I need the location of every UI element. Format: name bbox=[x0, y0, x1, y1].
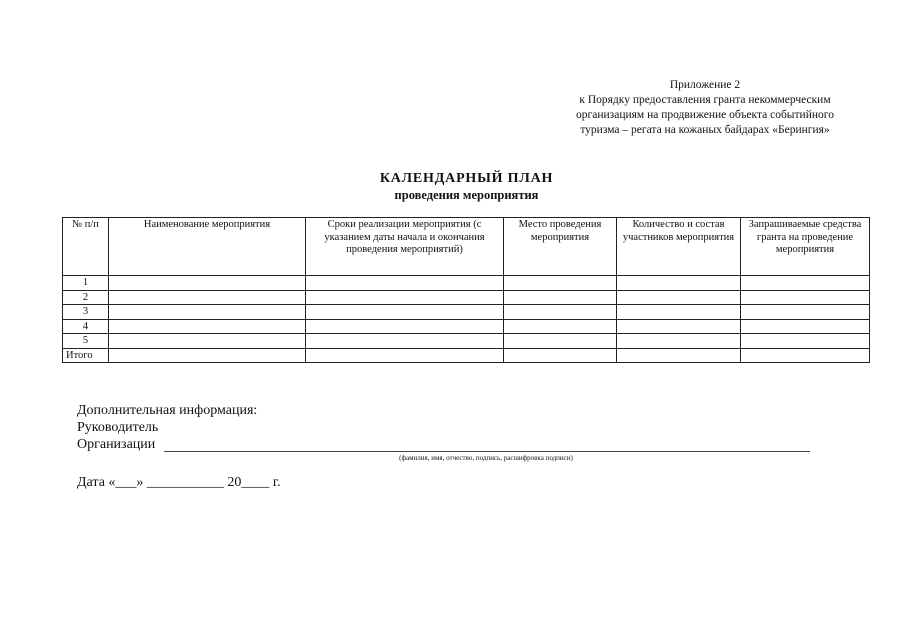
document-title: КАЛЕНДАРНЫЙ ПЛАН bbox=[379, 171, 554, 186]
document-subtitle: проведения мероприятия bbox=[394, 188, 539, 202]
participants-cell[interactable] bbox=[617, 348, 741, 363]
grant-funds-cell[interactable] bbox=[741, 334, 870, 349]
dates-cell[interactable] bbox=[306, 305, 504, 320]
appendix-line: к Порядку предоставления гранта некоммерческим bbox=[579, 94, 831, 106]
participants-cell[interactable] bbox=[617, 290, 741, 305]
header-location: Место проведения мероприятия bbox=[504, 218, 617, 276]
event-name-cell[interactable] bbox=[109, 305, 306, 320]
location-cell[interactable] bbox=[504, 334, 617, 349]
grant-funds-cell[interactable] bbox=[741, 290, 870, 305]
dates-cell[interactable] bbox=[306, 348, 504, 363]
row-number: 4 bbox=[63, 319, 109, 334]
table-row bbox=[63, 290, 870, 305]
grant-funds-cell[interactable] bbox=[741, 319, 870, 334]
dates-cell[interactable] bbox=[306, 276, 504, 291]
header-number: № п/п bbox=[63, 218, 109, 276]
event-name-cell[interactable] bbox=[109, 276, 306, 291]
grant-funds-cell[interactable] bbox=[741, 348, 870, 363]
row-number: 1 bbox=[63, 276, 109, 291]
total-row bbox=[63, 348, 870, 363]
calendar-plan-table bbox=[62, 217, 870, 363]
header-grant-funds: Запрашиваемые средства гранта на проведение мероприятия bbox=[741, 218, 870, 276]
dates-cell[interactable] bbox=[306, 319, 504, 334]
location-cell[interactable] bbox=[504, 276, 617, 291]
event-name-cell[interactable] bbox=[109, 348, 306, 363]
event-name-cell[interactable] bbox=[109, 319, 306, 334]
header-participants: Количество и состав участников мероприятия bbox=[617, 218, 741, 276]
location-cell[interactable] bbox=[504, 305, 617, 320]
header-event-name: Наименование мероприятия bbox=[109, 218, 306, 276]
dates-cell[interactable] bbox=[306, 334, 504, 349]
grant-funds-cell[interactable] bbox=[741, 276, 870, 291]
table-row bbox=[63, 334, 870, 349]
table-row bbox=[63, 319, 870, 334]
row-number: 2 bbox=[63, 290, 109, 305]
appendix-line: туризма – регата на кожаных байдарах «Берингия» bbox=[580, 124, 830, 136]
participants-cell[interactable] bbox=[617, 276, 741, 291]
table-row bbox=[63, 305, 870, 320]
dates-cell[interactable] bbox=[306, 290, 504, 305]
location-cell[interactable] bbox=[504, 319, 617, 334]
table-row bbox=[63, 276, 870, 291]
head-label: Руководитель bbox=[77, 420, 159, 435]
event-name-cell[interactable] bbox=[109, 290, 306, 305]
participants-cell[interactable] bbox=[617, 319, 741, 334]
participants-cell[interactable] bbox=[617, 334, 741, 349]
participants-cell[interactable] bbox=[617, 305, 741, 320]
row-number: 5 bbox=[63, 334, 109, 349]
event-name-cell[interactable] bbox=[109, 334, 306, 349]
location-cell[interactable] bbox=[504, 348, 617, 363]
appendix-line: организациям на продвижение объекта событийного bbox=[576, 109, 834, 121]
appendix-line: Приложение 2 bbox=[669, 79, 741, 91]
organization-label: Организации bbox=[77, 437, 156, 452]
grant-funds-cell[interactable] bbox=[741, 305, 870, 320]
signature-line[interactable] bbox=[164, 451, 810, 452]
signature-hint: (фамилия, имя, отчество, подпись, расшифровка подписи) bbox=[399, 454, 573, 462]
appendix-block bbox=[545, 78, 865, 138]
row-number: 3 bbox=[63, 305, 109, 320]
table-header-row bbox=[63, 218, 870, 276]
header-dates: Сроки реализации мероприятия (с указанием даты начала и окончания проведения мероприятий) bbox=[306, 218, 504, 276]
date-line: Дата «___» ___________ 20____ г. bbox=[77, 475, 281, 490]
total-label: Итого bbox=[63, 348, 109, 363]
location-cell[interactable] bbox=[504, 290, 617, 305]
additional-info-label: Дополнительная информация: bbox=[77, 403, 258, 418]
